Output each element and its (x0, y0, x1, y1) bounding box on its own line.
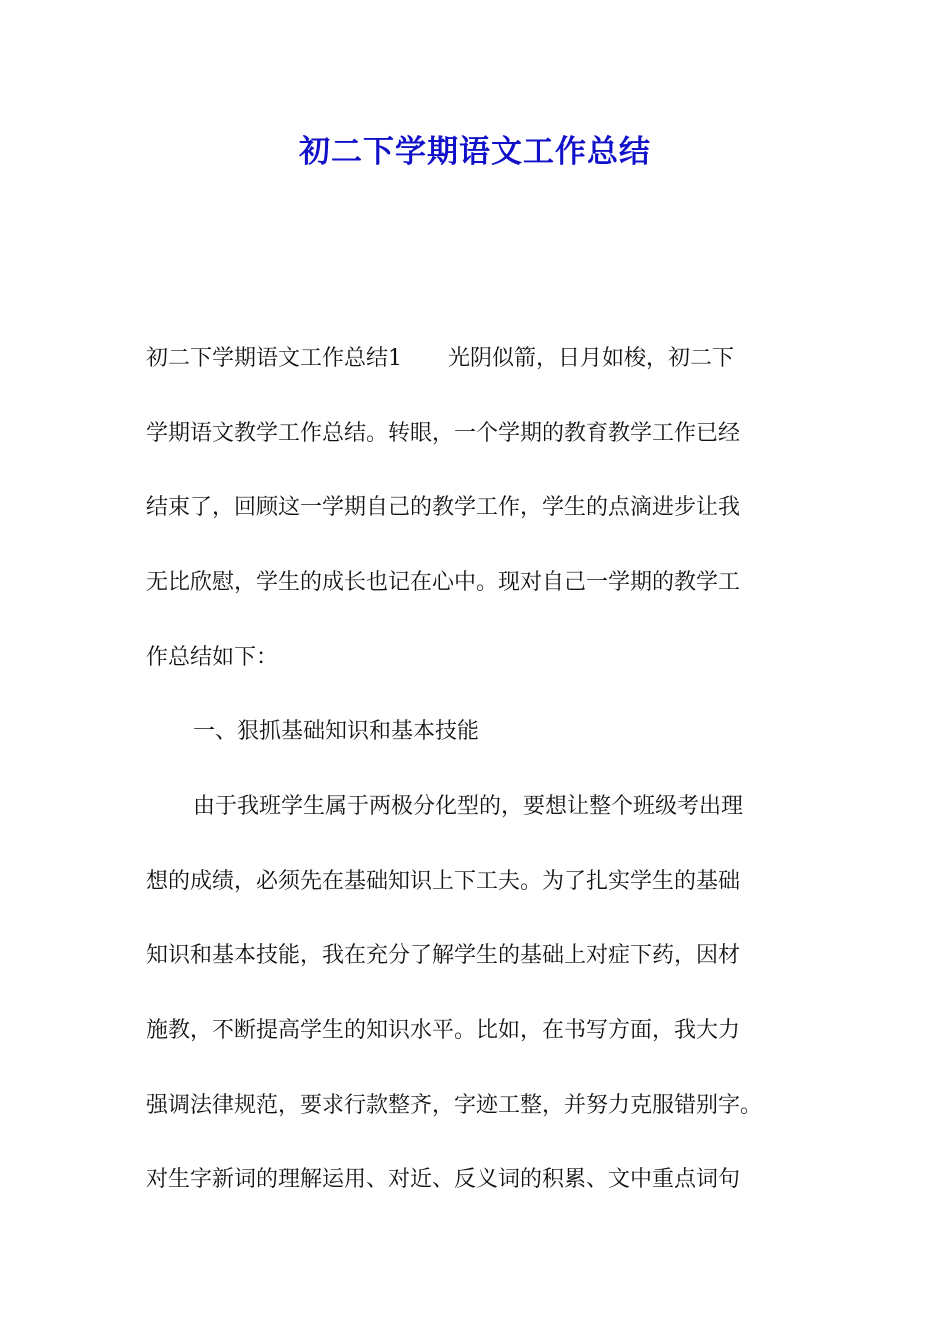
paragraph-line (146, 339, 806, 379)
paragraph-line: 知识和基本技能，我在充分了解学生的基础上对症下药，因材 (146, 943, 741, 968)
paragraph-line: 结束了，回顾这一学期自己的教学工作，学生的点滴进步让我 (146, 495, 741, 520)
paragraph-line: 强调法律规范，要求行款整齐，字迹工整，并努力克服错别字。 (146, 1093, 763, 1118)
intro-line-text: 光阴似箭，日月如梭，初二下 (448, 346, 735, 371)
paragraph-line: 无比欣慰，学生的成长也记在心中。现对自己一学期的教学工 (146, 570, 741, 595)
paragraph-line: 由于我班学生属于两极分化型的，要想让整个班级考出理 (193, 794, 744, 819)
intro-heading: 初二下学期语文工作总结1 (146, 346, 402, 371)
document-title: 初二下学期语文工作总结 (299, 134, 651, 170)
paragraph-line: 对生字新词的理解运用、对近、反义词的积累、文中重点词句 (146, 1167, 741, 1192)
paragraph-line: 学期语文教学工作总结。转眼，一个学期的教育教学工作已经 (146, 421, 741, 446)
paragraph-line: 想的成绩，必须先在基础知识上下工夫。为了扎实学生的基础 (146, 869, 741, 894)
paragraph-line: 施教，不断提高学生的知识水平。比如，在书写方面，我大力 (146, 1018, 741, 1043)
paragraph-line: 作总结如下： (146, 645, 279, 670)
section-heading: 一、狠抓基础知识和基本技能 (193, 719, 480, 744)
